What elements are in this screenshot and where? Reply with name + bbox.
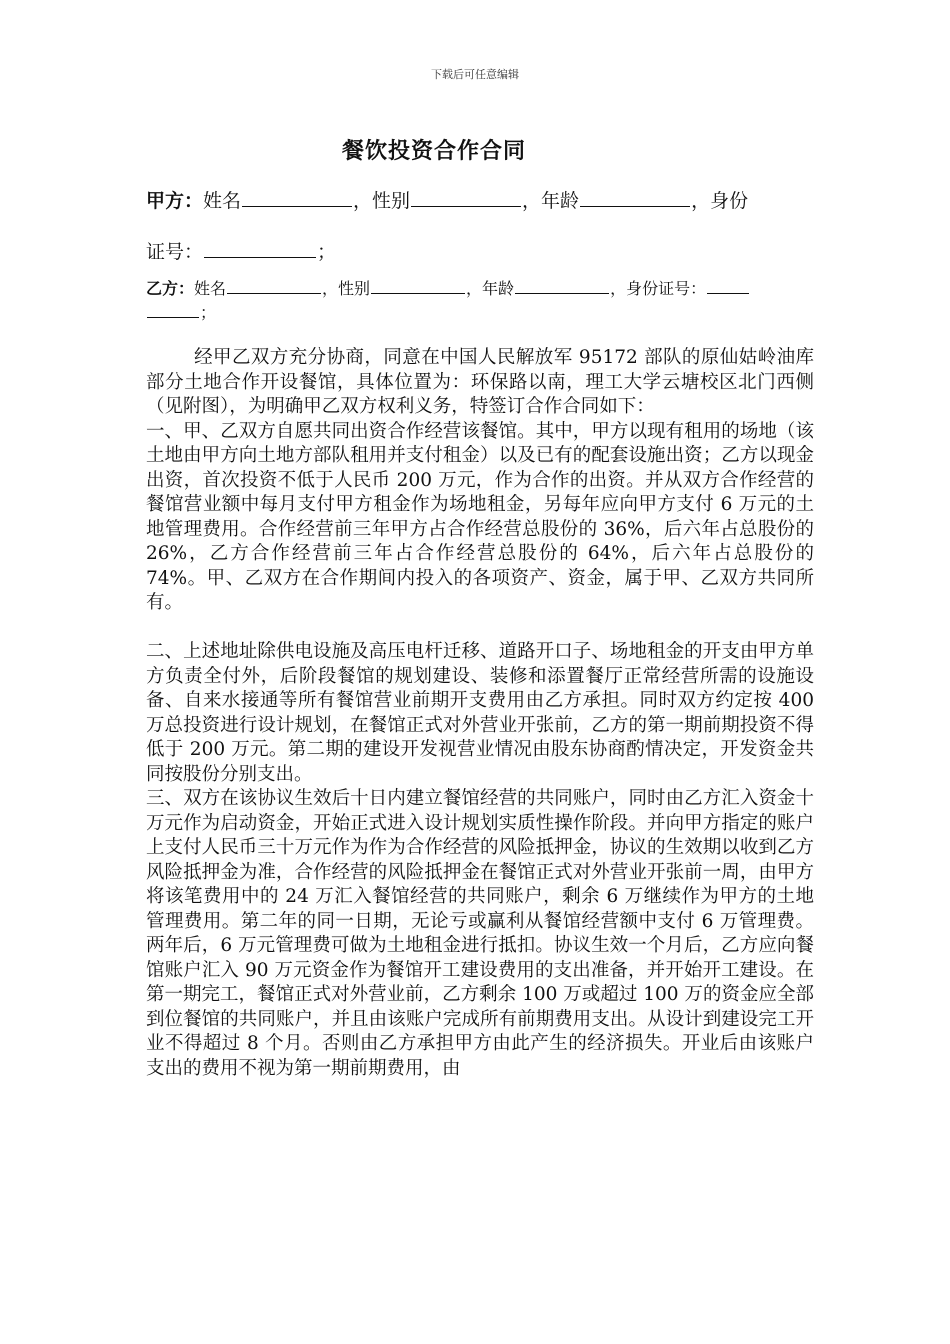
party-a-id-line — [146, 237, 336, 264]
party-b-id-line — [146, 300, 216, 323]
party-b-line — [146, 276, 750, 299]
party-a-gender-label: ，性别 — [353, 190, 411, 212]
party-a-name-label: 姓名 — [203, 190, 242, 212]
intro-paragraph: 经甲乙双方充分协商，同意在中国人民解放军 95172 部队的原仙姑岭油库部分土地合作开设餐馆，具体位置为：环保路以南，理工大学云塘校区北门西侧（见附图），为明确甲乙双方权利义务，特签订合作合同如下： — [146, 347, 814, 417]
party-a-id-label-start: ，身份 — [691, 190, 749, 212]
party-a-end-punct: ； — [317, 241, 337, 263]
document-title: 餐饮投资合作合同 — [342, 138, 527, 164]
party-b-id-blank-end[interactable] — [147, 301, 199, 318]
party-a-age-blank[interactable] — [580, 187, 690, 207]
header-note: 下载后可任意编辑 — [431, 68, 519, 81]
party-b-end-punct: ； — [200, 303, 217, 322]
party-b-name-blank[interactable] — [227, 277, 321, 294]
party-a-age-label: ，年龄 — [522, 190, 580, 212]
party-a-name-blank[interactable] — [242, 187, 352, 207]
party-b-gender-label: ，性别 — [322, 279, 371, 298]
party-b-age-blank[interactable] — [515, 277, 609, 294]
party-a-id-label-end: 证号： — [146, 241, 204, 263]
contract-body — [146, 346, 814, 1081]
party-b-gender-blank[interactable] — [371, 277, 465, 294]
party-a-label: 甲方： — [146, 190, 204, 212]
party-a-line — [146, 186, 748, 213]
clause-3: 三、双方在该协议生效后十日内建立餐馆经营的共同账户，同时由乙方汇入资金十万元作为启动资金，开始正式进入设计规划实质性操作阶段。并向甲方指定的账户上支付人民币三十万元作为作为合作经营的风险抵押金，协议的生效期以收到乙方风险抵押金为准，合作经营的风险抵押金在餐馆正式对外营业开张前一周，由甲方将该笔费用中的 24 万汇入餐馆经营的共同账户，剩余 6 万继续作为甲方的土地管理费用。第二年的同一日期，无论亏或赢利从餐馆经营额中支付 6 万管理费。两年后，6 万元管理费可做为土地租金进行抵扣。协议生效一个月后，乙方应向餐馆账户汇入 90 万元资金作为餐馆开工建设费用的支出准备，并开始开工建设。在第一期完工，餐馆正式对外营业前，乙方剩余 100 万或超过 100 万的资金应全部到位餐馆的共同账户，并且由该账户完成所有前期费用支出。从设计到建设完工开业不得超过 8 个月。否则由乙方承担甲方由此产生的经济损失。开业后由该账户支出的费用不视为第一期前期费用，由 — [146, 788, 814, 1079]
party-b-id-blank-start[interactable] — [707, 277, 749, 294]
party-b-label: 乙方： — [146, 279, 195, 298]
party-a-id-blank[interactable] — [204, 238, 316, 258]
paragraph-gap — [146, 616, 814, 641]
party-b-name-label: 姓名 — [194, 279, 227, 298]
clause-2: 二、上述地址除供电设施及高压电杆迁移、道路开口子、场地租金的开支由甲方单方负责全付外，后阶段餐馆的规划建设、装修和添置餐厅正常经营所需的设施设备、自来水接通等所有餐馆营业前期开支费用由乙方承担。同时双方约定按 400 万总投资进行设计规划，在餐馆正式对外营业开张前，乙方的第一期前期投资不得低于 200 万元。第二期的建设开发视营业情况由股东协商酌情决定，开发资金共同按股份分别支出。 — [146, 641, 814, 785]
party-b-age-label: ，年龄 — [466, 279, 515, 298]
clause-1: 一、甲、乙双方自愿共同出资合作经营该餐馆。其中，甲方以现有租用的场地（该土地由甲方向土地方部队租用并支付租金）以及已有的配套设施出资；乙方以现金出资，首次投资不低于人民币 200 万元，作为合作的出资。并从双方合作经营的餐馆营业额中每月支付甲方租金作为场地租金，另每年应向甲方支付 6 万元的土地管理费用。合作经营前三年甲方占合作经营总股份的 36%，后六年占总股份的 26%，乙方合作经营前三年占合作经营总股份的 64%，后六年占总股份的 74%。甲、乙双方在合作期间内投入的各项资产、资金，属于甲、乙双方共同所有。 — [146, 420, 814, 613]
party-b-id-label: ，身份证号： — [610, 279, 707, 298]
party-a-gender-blank[interactable] — [411, 187, 521, 207]
